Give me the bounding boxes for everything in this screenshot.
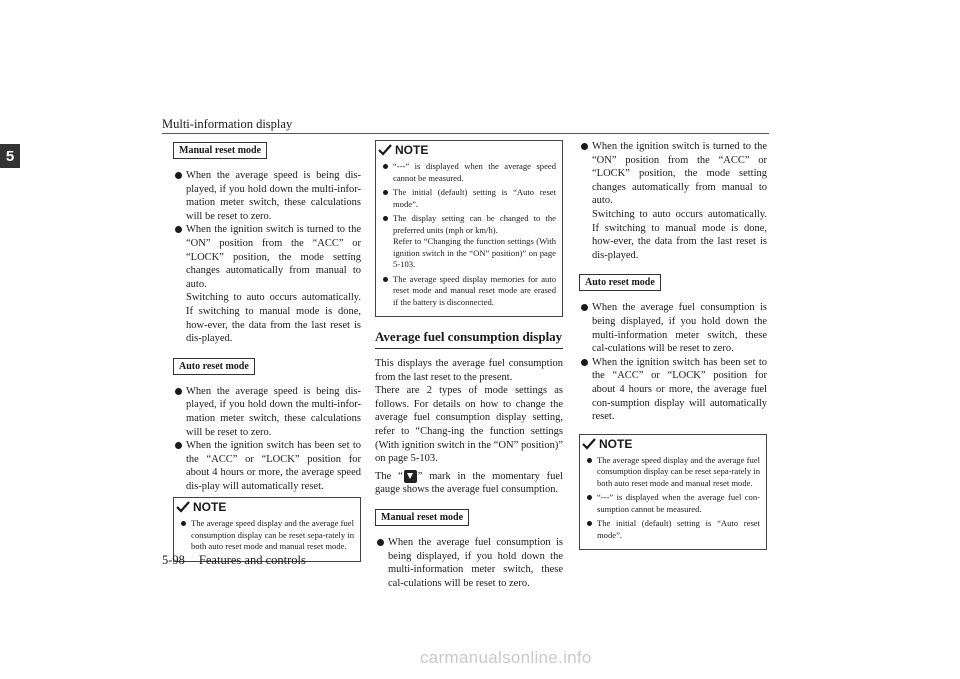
auto-reset-label: Auto reset mode: [173, 358, 255, 375]
bullet-dot-icon: [181, 521, 186, 526]
bullet-dot-icon: [175, 226, 182, 233]
pencil-check-icon: [378, 144, 392, 156]
bullet-dot-icon: [377, 539, 384, 546]
note-header: NOTE: [176, 500, 354, 514]
paragraph: The “ ” mark in the momentary fuel gauge shows the average fuel consumption.: [375, 470, 563, 496]
note-item: The initial (default) setting is “Auto reset mode”.: [586, 518, 760, 541]
paragraph: This displays the average fuel consumption from the last reset to the present.: [375, 358, 563, 383]
pencil-check-icon: [582, 438, 596, 450]
chapter-tab: 5: [0, 144, 20, 168]
note-header: NOTE: [378, 143, 556, 157]
bullet-dot-icon: [175, 388, 182, 395]
bullet-dot-icon: [587, 495, 592, 500]
footer-section: Features and controls: [198, 553, 306, 567]
bullet-dot-icon: [175, 442, 182, 449]
note-item: The initial (default) setting is “Auto reset mode”.: [382, 187, 556, 210]
list-item: When the ignition switch has been set to the “ACC” or “LOCK” position for about 4 hours or more, the average fuel con-sumption display will automatically reset.: [579, 356, 767, 424]
page-footer: [162, 553, 320, 568]
bullet-dot-icon: [581, 304, 588, 311]
paragraph: There are 2 types of mode settings as follows. For details on how to change the average fuel consumption display setting, refer to “Chang-ing the function settings (With ignition switch in the “ON” position)” on page 5-103.: [375, 385, 563, 465]
note-item-continuation: Refer to “Changing the function settings (With ignition switch in the “ON” position)” on page 5-103.: [393, 236, 556, 269]
bullet-dot-icon: [175, 172, 182, 179]
column-middle: [375, 140, 563, 590]
note-item: “---” is displayed when the average fuel con-sumption cannot be measured.: [586, 492, 760, 515]
note-item: “---” is displayed when the average speed cannot be measured.: [382, 161, 556, 184]
note-item: The average speed display and the average fuel consumption display can be reset sepa-rately in both auto reset mode and manual reset mode.: [586, 455, 760, 490]
note-item: The average speed display memories for auto reset mode and manual reset mode are erased if the battery is disconnected.: [382, 274, 556, 309]
list-item: When the average speed is being dis-played, if you hold down the multi-infor-mation meter switch, these calculations will be reset to zero.: [173, 385, 361, 439]
auto-reset-label: Auto reset mode: [579, 274, 661, 291]
page-number: 5-98: [162, 553, 185, 567]
note-box: [579, 434, 767, 551]
manual-reset-label: Manual reset mode: [375, 509, 469, 526]
note-item: The average speed display and the average fuel consumption display can be reset sepa-rately in both auto reset mode and manual reset mode.: [180, 518, 354, 553]
list-item: When the ignition switch is turned to the “ON” position from the “ACC” or “LOCK” position, the mode setting changes automatically from manual to auto.: [173, 223, 361, 291]
note-header: NOTE: [582, 437, 760, 451]
list-item: When the ignition switch is turned to the “ON” position from the “ACC” or “LOCK” position, the mode setting changes automatically from manual to auto.: [579, 140, 767, 208]
list-item: When the average speed is being dis-played, if you hold down the multi-infor-mation meter switch, these calculations will be reset to zero.: [173, 169, 361, 223]
column-right: [579, 140, 767, 550]
bullet-dot-icon: [587, 458, 592, 463]
fuel-gauge-mark-icon: [404, 470, 417, 483]
bullet-dot-icon: [383, 216, 388, 221]
bullet-dot-icon: [581, 143, 588, 150]
bullet-dot-icon: [383, 190, 388, 195]
bullet-dot-icon: [581, 359, 588, 366]
list-item-continuation: Switching to auto occurs automatically. If switching to manual mode is done, how-ever, the data from the last reset is dis-played.: [592, 208, 767, 261]
section-title: Average fuel consumption display: [375, 329, 563, 349]
bullet-dot-icon: [587, 521, 592, 526]
list-item: When the average fuel consumption is being displayed, if you hold down the multi-information meter switch, these cal-culations will be reset to zero.: [375, 536, 563, 590]
pencil-check-icon: [176, 501, 190, 513]
note-box: [375, 140, 563, 317]
bullet-dot-icon: [383, 164, 388, 169]
list-item: When the average fuel consumption is being displayed, if you hold down the multi-information meter switch, these cal-culations will be reset to zero.: [579, 301, 767, 355]
watermark: carmanualsonline.info: [420, 648, 592, 667]
list-item-continuation: Switching to auto occurs automatically. If switching to manual mode is done, how-ever, the data from the last reset is dis-played.: [186, 292, 361, 345]
note-item: The display setting can be changed to the preferred units (mph or km/h).: [382, 213, 556, 236]
manual-reset-label: Manual reset mode: [173, 142, 267, 159]
page-header-title: Multi-information display: [162, 117, 293, 131]
header-rule: [162, 133, 769, 134]
list-item: When the ignition switch has been set to the “ACC” or “LOCK” position for about 4 hours or more, the average speed dis-play will automatically reset.: [173, 439, 361, 493]
bullet-dot-icon: [383, 277, 388, 282]
column-left: [173, 140, 361, 562]
